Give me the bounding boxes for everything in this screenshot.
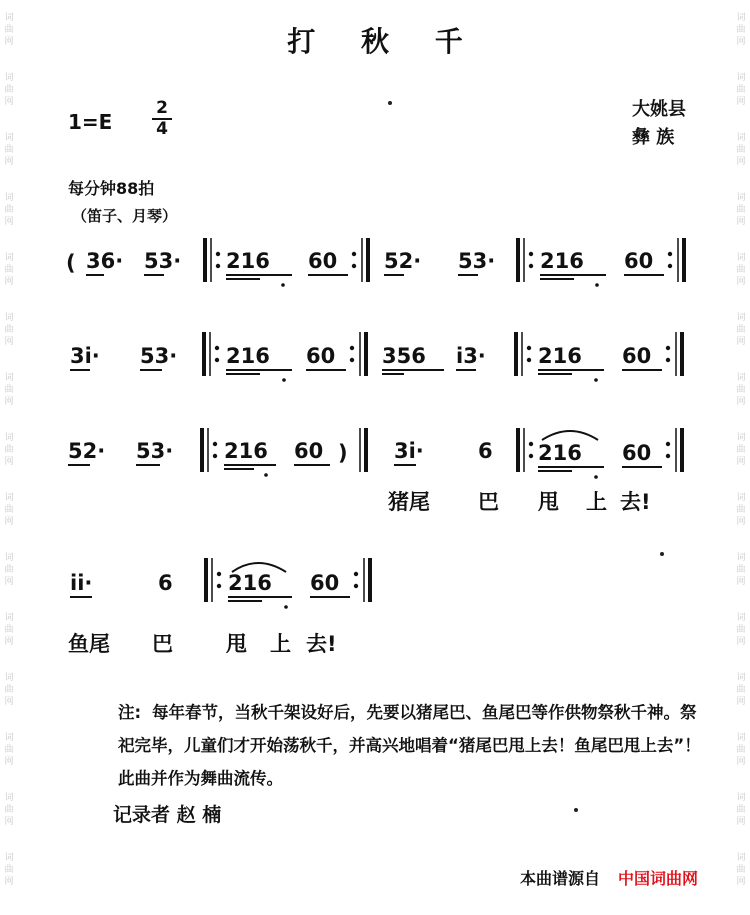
watermark-char: 网	[736, 37, 746, 47]
watermark-char: 网	[736, 397, 746, 407]
note-text: 每年春节，当秋千架设好后，先要以猪尾巴、鱼尾巴等作供物祭秋千神。祭祀完毕，儿童们才开始荡秋千，并高兴地唱着“猪尾巴甩上去！鱼尾巴甩上去”！此曲并作为舞曲流传。	[118, 703, 701, 788]
watermark-char: 曲	[4, 445, 14, 455]
watermark-char: 网	[736, 877, 746, 887]
watermark-char: 词	[736, 133, 746, 143]
lyric-4-5: 去!	[306, 632, 337, 656]
measure-1-a: 36·	[86, 249, 124, 273]
watermark-char: 网	[4, 37, 14, 47]
watermark-char: 曲	[736, 85, 746, 95]
watermark-char: 词	[736, 253, 746, 263]
measure-14-a: 216	[228, 571, 272, 595]
watermark-char: 曲	[736, 865, 746, 875]
watermark-char: 网	[736, 637, 746, 647]
watermark-char: 网	[4, 877, 14, 887]
watermark-char: 曲	[4, 25, 14, 35]
close-paren: )	[338, 441, 348, 465]
watermark-char: 曲	[736, 745, 746, 755]
recorder: 记录者 赵 楠	[113, 804, 222, 826]
measure-1-b: 53·	[144, 249, 182, 273]
watermark-char: 网	[736, 457, 746, 467]
measure-7-b: i3·	[456, 344, 486, 368]
measure-10-b: 60	[294, 439, 324, 463]
watermark-char: 曲	[736, 505, 746, 515]
note-label: 注:	[118, 703, 142, 722]
watermark-char: 词	[4, 73, 14, 83]
watermark-char: 曲	[4, 385, 14, 395]
watermark-char: 网	[4, 397, 14, 407]
watermark-char: 网	[4, 697, 14, 707]
watermark-char: 词	[736, 493, 746, 503]
time-signature-top: 2	[156, 98, 168, 118]
watermark-char: 网	[4, 277, 14, 287]
origin-county: 大姚县	[632, 99, 686, 120]
watermark-char: 曲	[4, 865, 14, 875]
watermark-char: 曲	[4, 565, 14, 575]
measure-5-b: 53·	[140, 344, 178, 368]
tempo: 每分钟88拍	[68, 179, 155, 198]
watermark-char: 曲	[736, 565, 746, 575]
open-paren: (	[66, 251, 76, 275]
watermark-char: 曲	[4, 85, 14, 95]
watermark-char: 曲	[736, 805, 746, 815]
watermark-char: 词	[4, 13, 14, 23]
watermark-char: 网	[4, 757, 14, 767]
watermark-char: 网	[4, 337, 14, 347]
watermark-char: 曲	[736, 685, 746, 695]
print-speck	[388, 101, 392, 105]
watermark-char: 词	[736, 373, 746, 383]
watermark-char: 词	[4, 853, 14, 863]
watermark-char: 词	[736, 433, 746, 443]
watermark-char: 网	[736, 577, 746, 587]
watermark-char: 网	[4, 217, 14, 227]
watermark-char: 曲	[736, 265, 746, 275]
watermark-char: 词	[736, 793, 746, 803]
measure-7-a: 356	[382, 344, 426, 368]
watermark-char: 曲	[736, 145, 746, 155]
lyric-4-1: 鱼尾	[68, 632, 110, 656]
watermark-char: 曲	[736, 385, 746, 395]
watermark-char: 网	[736, 157, 746, 167]
watermark-char: 曲	[4, 205, 14, 215]
print-speck	[660, 552, 664, 556]
measure-13-b: 6	[158, 571, 173, 595]
watermark-char: 词	[736, 613, 746, 623]
watermark-char: 词	[736, 733, 746, 743]
measure-9-b: 53·	[136, 439, 174, 463]
score-line-4	[70, 558, 370, 609]
lyric-4-3: 甩	[226, 632, 247, 656]
lyric-3-2: 巴	[478, 490, 499, 514]
watermark-char: 曲	[736, 25, 746, 35]
watermark-char: 词	[4, 133, 14, 143]
watermark-char: 曲	[4, 145, 14, 155]
watermark-char: 词	[4, 433, 14, 443]
watermark-char: 曲	[4, 745, 14, 755]
watermark-char: 词	[736, 193, 746, 203]
lyric-4-2: 巴	[152, 632, 173, 656]
measure-12-a: 216	[538, 441, 582, 465]
lyric-3-5: 去!	[620, 490, 651, 514]
measure-11-b: 6	[478, 439, 493, 463]
watermark-char: 词	[4, 613, 14, 623]
watermark-char: 词	[4, 733, 14, 743]
watermark-char: 网	[736, 217, 746, 227]
measure-12-b: 60	[622, 441, 652, 465]
measure-14-b: 60	[310, 571, 340, 595]
watermark-char: 曲	[4, 625, 14, 635]
watermark-char: 曲	[4, 805, 14, 815]
measure-6-a: 216	[226, 344, 270, 368]
watermark-char: 词	[4, 373, 14, 383]
watermark-char: 网	[736, 817, 746, 827]
song-title: 打 秋 千	[287, 25, 481, 58]
score-line-1	[66, 238, 684, 287]
watermark-char: 词	[4, 553, 14, 563]
measure-2-a: 216	[226, 249, 270, 273]
watermark-char: 曲	[736, 625, 746, 635]
watermark-char: 词	[736, 73, 746, 83]
footer-site-link[interactable]: 中国词曲网	[618, 869, 699, 888]
measure-3-b: 53·	[458, 249, 496, 273]
watermark-char: 词	[4, 313, 14, 323]
watermark-char: 网	[736, 757, 746, 767]
measure-9-a: 52·	[68, 439, 106, 463]
measure-5-a: 3i·	[70, 344, 100, 368]
watermark-char: 网	[736, 97, 746, 107]
lyric-3-3: 甩	[538, 490, 559, 514]
watermark-char: 网	[4, 457, 14, 467]
score-line-2	[70, 332, 682, 382]
watermark-char: 词	[4, 253, 14, 263]
watermark-char: 曲	[736, 325, 746, 335]
watermark-char: 曲	[4, 505, 14, 515]
measure-11-a: 3i·	[394, 439, 424, 463]
watermark-char: 网	[4, 97, 14, 107]
watermark-char: 词	[736, 553, 746, 563]
measure-4-b: 60	[624, 249, 654, 273]
watermark-char: 网	[4, 817, 14, 827]
watermark-char: 网	[736, 337, 746, 347]
lyric-3-4: 上	[586, 490, 607, 514]
score-line-3	[68, 428, 682, 479]
watermark-char: 网	[736, 517, 746, 527]
measure-6-b: 60	[306, 344, 336, 368]
origin-ethnicity: 彝 族	[632, 127, 675, 148]
watermark-char: 词	[736, 13, 746, 23]
measure-2-b: 60	[308, 249, 338, 273]
lyric-3-1: 猪尾	[388, 490, 430, 514]
watermark-char: 词	[736, 673, 746, 683]
measure-10-a: 216	[224, 439, 268, 463]
watermark-char: 曲	[4, 685, 14, 695]
watermark-char: 网	[4, 517, 14, 527]
print-speck	[574, 808, 578, 812]
measure-3-a: 52·	[384, 249, 422, 273]
lyric-4-4: 上	[270, 632, 291, 656]
measure-13-a: ii·	[70, 571, 93, 595]
watermark-char: 网	[736, 277, 746, 287]
watermark-char: 网	[4, 157, 14, 167]
watermark-char: 网	[4, 577, 14, 587]
measure-8-b: 60	[622, 344, 652, 368]
watermark-char: 网	[4, 637, 14, 647]
time-signature-bottom: 4	[156, 119, 168, 139]
watermark-char: 网	[736, 697, 746, 707]
watermark-char: 词	[736, 853, 746, 863]
watermark-char: 曲	[736, 205, 746, 215]
instruments: （笛子、月琴）	[72, 207, 178, 225]
watermark-char: 词	[4, 673, 14, 683]
watermark-char: 曲	[736, 445, 746, 455]
watermark-char: 词	[4, 193, 14, 203]
key-signature: 1=E	[68, 110, 113, 134]
watermark-char: 曲	[4, 325, 14, 335]
watermark-char: 曲	[4, 265, 14, 275]
watermark-char: 词	[736, 313, 746, 323]
measure-8-a: 216	[538, 344, 582, 368]
watermark-char: 词	[4, 793, 14, 803]
watermark-char: 词	[4, 493, 14, 503]
measure-4-a: 216	[540, 249, 584, 273]
footer-source-label: 本曲谱源自	[520, 869, 601, 888]
footer	[520, 866, 698, 889]
